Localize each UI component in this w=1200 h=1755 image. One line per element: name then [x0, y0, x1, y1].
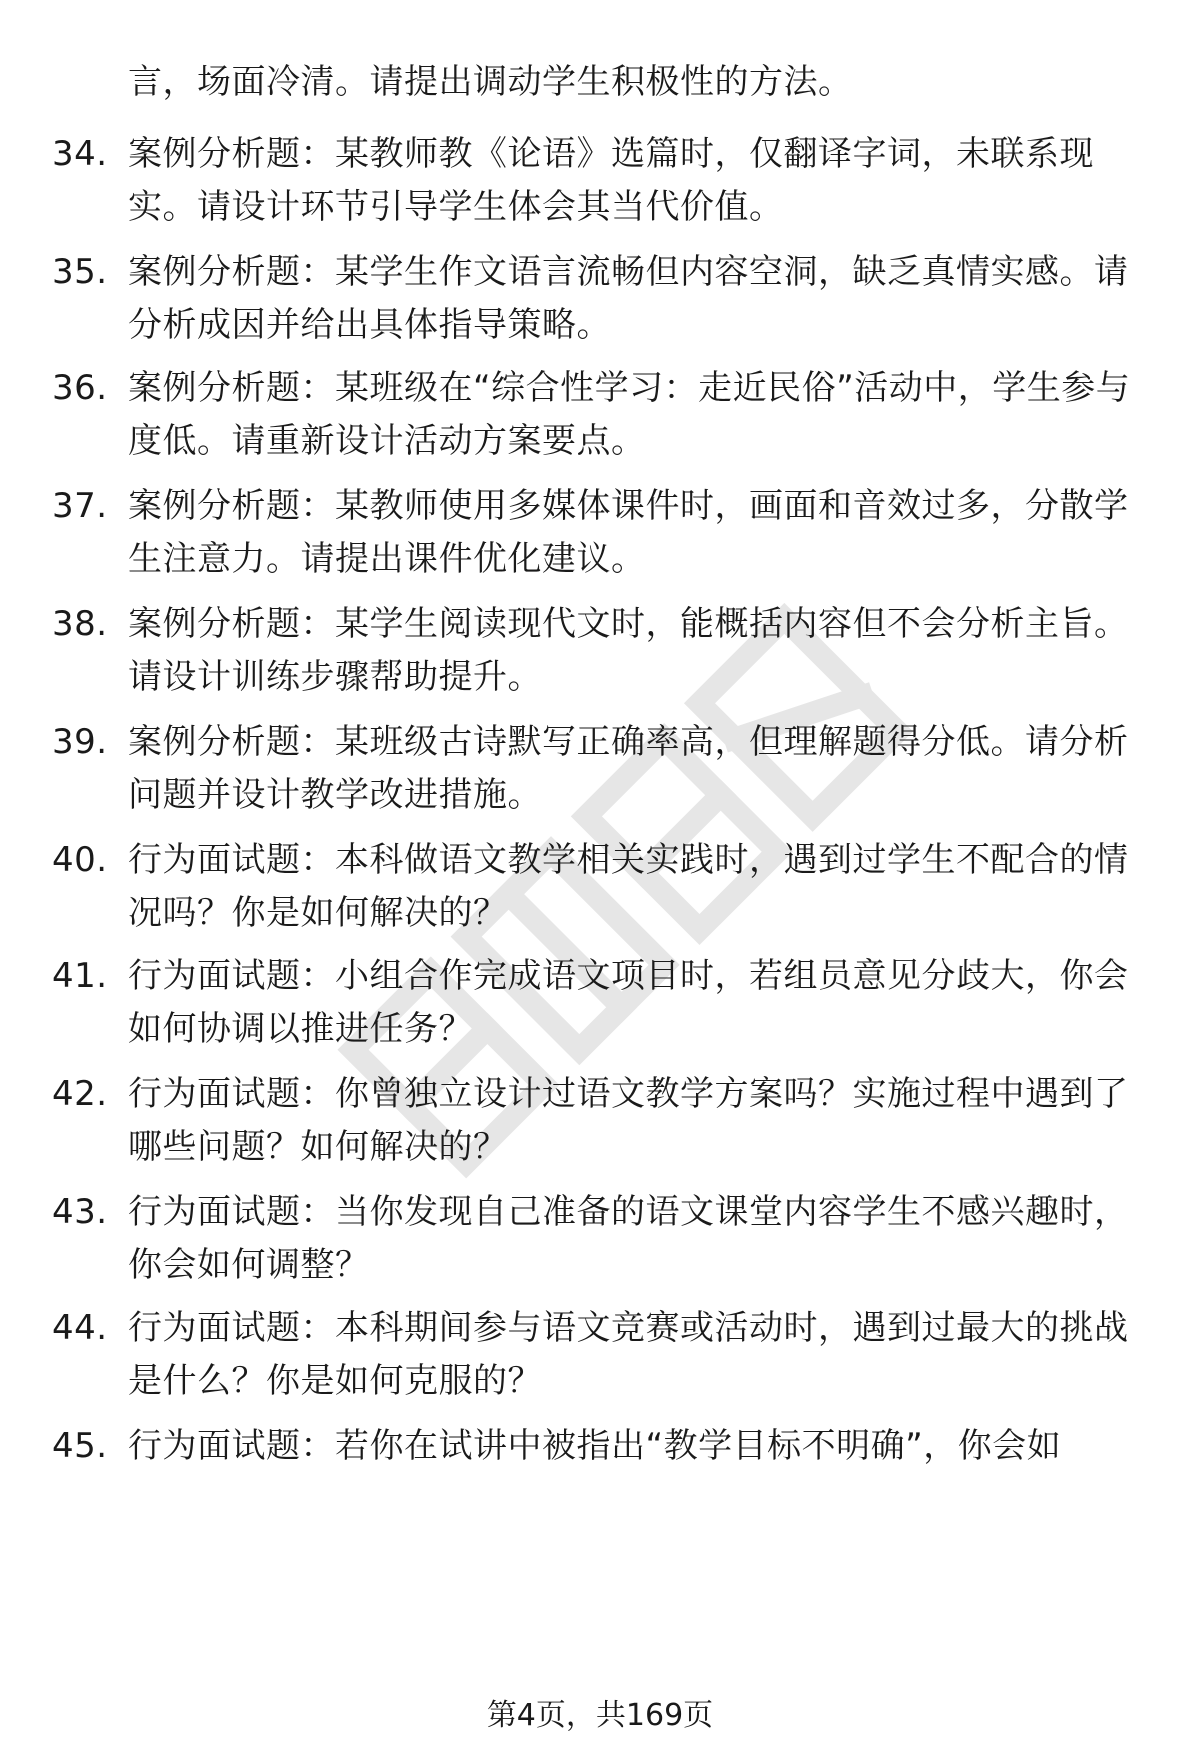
question-text: 案例分析题：某学生阅读现代文时，能概括内容但不会分析主旨。请设计训练步骤帮助提升。 [128, 604, 1129, 697]
question-text: 案例分析题：某教师使用多媒体课件时，画面和音效过多，分散学生注意力。请提出课件优化建议。 [128, 486, 1129, 579]
question-number: 36. [52, 368, 108, 408]
question-item [52, 1068, 1142, 1174]
question-number: 34. [52, 134, 108, 174]
page-number-footer: 第4页，共169页 [486, 1698, 714, 1733]
question-number: 45. [52, 1426, 108, 1466]
question-text: 行为面试题：本科做语文教学相关实践时，遇到过学生不配合的情况吗？你是如何解决的？ [128, 840, 1129, 933]
question-item [52, 950, 1142, 1056]
question-number: 35. [52, 252, 108, 292]
continued-question-text: 言，场面冷清。请提出调动学生积极性的方法。 [128, 62, 853, 102]
question-text: 行为面试题：当你发现自己准备的语文课堂内容学生不感兴趣时，你会如何调整？ [128, 1192, 1129, 1285]
question-text: 行为面试题：若你在试讲中被指出“教学目标不明确”，你会如 [128, 1426, 1062, 1466]
question-item [52, 1186, 1142, 1292]
question-number: 42. [52, 1074, 108, 1114]
question-number: 37. [52, 486, 108, 526]
question-item [52, 598, 1142, 704]
question-item [52, 1420, 1142, 1473]
question-item [52, 1302, 1142, 1408]
question-text: 案例分析题：某学生作文语言流畅但内容空洞，缺乏真情实感。请分析成因并给出具体指导策略。 [128, 252, 1129, 345]
question-item [52, 716, 1142, 822]
question-text: 行为面试题：小组合作完成语文项目时，若组员意见分歧大，你会如何协调以推进任务？ [128, 956, 1129, 1049]
question-text: 案例分析题：某教师教《论语》选篇时，仅翻译字词，未联系现实。请设计环节引导学生体会其当代价值。 [128, 134, 1094, 227]
question-item [52, 362, 1142, 468]
question-text: 案例分析题：某班级古诗默写正确率高，但理解题得分低。请分析问题并设计教学改进措施。 [128, 722, 1129, 815]
question-item [52, 246, 1142, 352]
question-text: 行为面试题：你曾独立设计过语文教学方案吗？实施过程中遇到了哪些问题？如何解决的？ [128, 1074, 1129, 1167]
question-number: 40. [52, 840, 108, 880]
question-number: 41. [52, 956, 108, 996]
question-number: 38. [52, 604, 108, 644]
question-item [52, 128, 1142, 234]
question-item [52, 480, 1142, 586]
question-item [52, 834, 1142, 940]
question-number: 44. [52, 1308, 108, 1348]
question-text: 行为面试题：本科期间参与语文竞赛或活动时，遇到过最大的挑战是什么？你是如何克服的？ [128, 1308, 1129, 1401]
question-number: 39. [52, 722, 108, 762]
question-number: 43. [52, 1192, 108, 1232]
question-text: 案例分析题：某班级在“综合性学习：走近民俗”活动中，学生参与度低。请重新设计活动方案要点。 [128, 368, 1131, 461]
